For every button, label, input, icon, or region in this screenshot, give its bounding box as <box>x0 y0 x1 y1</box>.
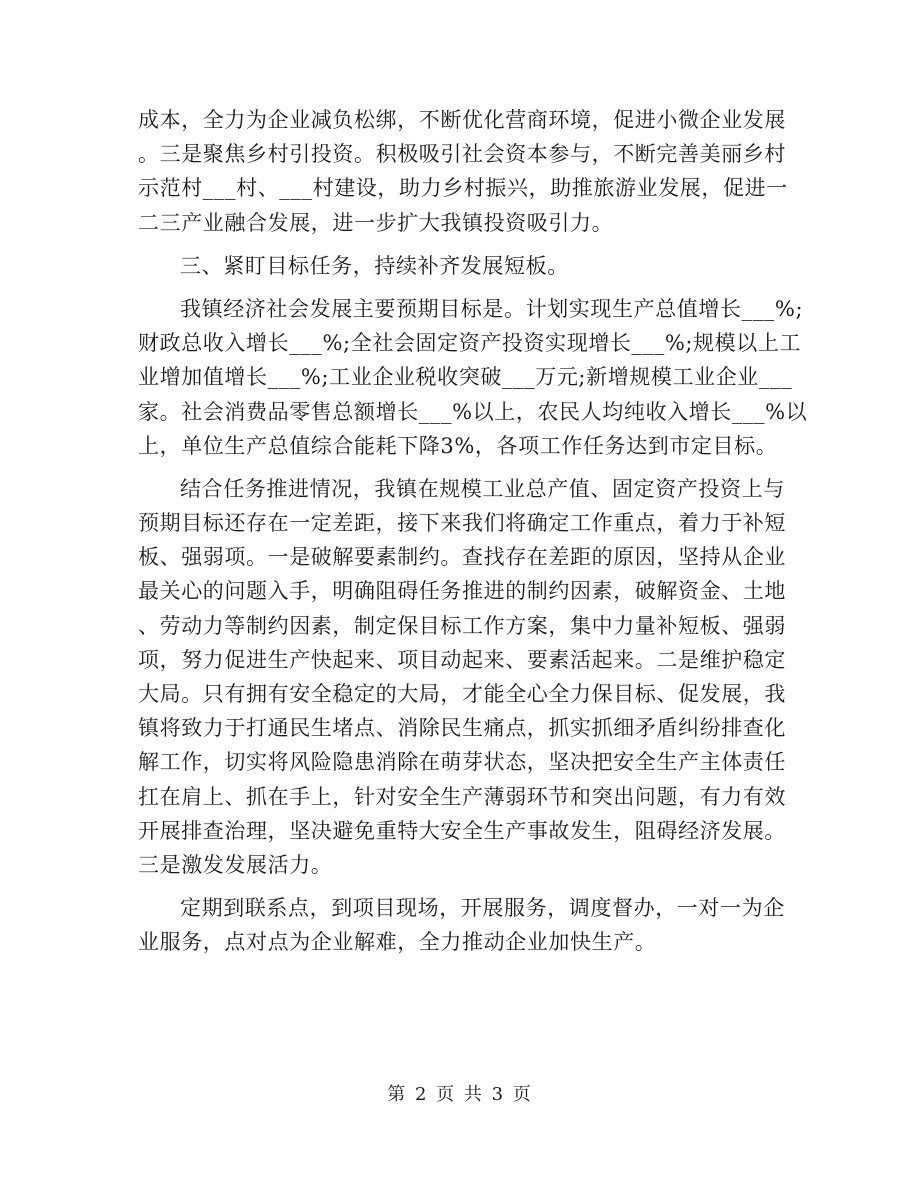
text-line: 二三产业融合发展，进一步扩大我镇投资吸引力。 <box>138 210 614 235</box>
text-line: 、劳动力等制约因素，制定保目标工作方案，集中力量补短板、强弱 <box>138 613 786 638</box>
text-line: 定期到联系点，到项目现场，开展服务，调度督办，一对一为企 <box>180 896 785 921</box>
text-line: 开展排查治理，坚决避免重特大安全生产事故发生，阻碍经济发展。 <box>138 818 786 843</box>
text-line: 项，努力促进生产快起来、项目动起来、要素活起来。二是维护稳定 <box>138 647 786 672</box>
paragraph-progress <box>138 472 786 882</box>
page-number: 第 2 页 共 3 页 <box>387 1084 533 1105</box>
text-line: 最关心的问题入手，明确阻碍任务推进的制约因素，破解资金、土地 <box>138 579 786 604</box>
page-footer <box>0 1080 920 1106</box>
text-line: 我镇经济社会发展主要预期目标是。计划实现生产总值增长___%; <box>180 296 804 321</box>
text-line: 大局。只有拥有安全稳定的大局，才能全心全力保目标、促发展，我 <box>138 682 786 706</box>
text-line: 。三是聚焦乡村引投资。积极吸引社会资本参与，不断完善美丽乡村 <box>138 142 786 167</box>
section-heading <box>138 249 778 283</box>
text-line: 镇将致力于打通民生堵点、消除民生痛点，抓实抓细矛盾纠纷排查化 <box>138 716 786 741</box>
text-line: 业服务，点对点为企业解难，全力推动企业加快生产。 <box>138 930 657 955</box>
text-line: 上，单位生产总值综合能耗下降3%，各项工作任务达到市定目标。 <box>138 433 778 458</box>
text-line: 财政总收入增长___%;全社会固定资产投资实现增长___%;规模以上工 <box>138 331 802 356</box>
paragraph-targets <box>138 292 808 463</box>
heading-line: 三、紧盯目标任务，持续补齐发展短板。 <box>180 253 569 278</box>
text-line: 家。社会消费品零售总额增长___%以上，农民人均纯收入增长___%以 <box>138 399 808 424</box>
paragraph-service <box>138 891 785 959</box>
text-line: 业增加值增长___%;工业企业税收突破___万元;新增规模工业企业___ <box>138 365 793 390</box>
text-line: 结合任务推进情况，我镇在规模工业总产值、固定资产投资上与 <box>180 476 785 501</box>
text-line: 三是激发发展活力。 <box>138 852 333 877</box>
text-line: 扛在肩上、抓在手上，针对安全生产薄弱环节和突出问题，有力有效 <box>138 784 786 809</box>
body-text <box>138 103 808 960</box>
text-line: 预期目标还存在一定差距，接下来我们将确定工作重点，着力于补短 <box>138 511 786 536</box>
text-line: 成本，全力为企业减负松绑，不断优化营商环境，促进小微企业发展 <box>138 108 786 132</box>
text-line: 板、强弱项。一是破解要素制约。查找存在差距的原因，坚持从企业 <box>138 545 786 570</box>
paragraph-1 <box>138 103 788 240</box>
text-line: 示范村___村、___村建设，助力乡村振兴，助推旅游业发展，促进一 <box>138 176 788 201</box>
text-line: 解工作，切实将风险隐患消除在萌芽状态，坚决把安全生产主体责任 <box>138 750 786 775</box>
